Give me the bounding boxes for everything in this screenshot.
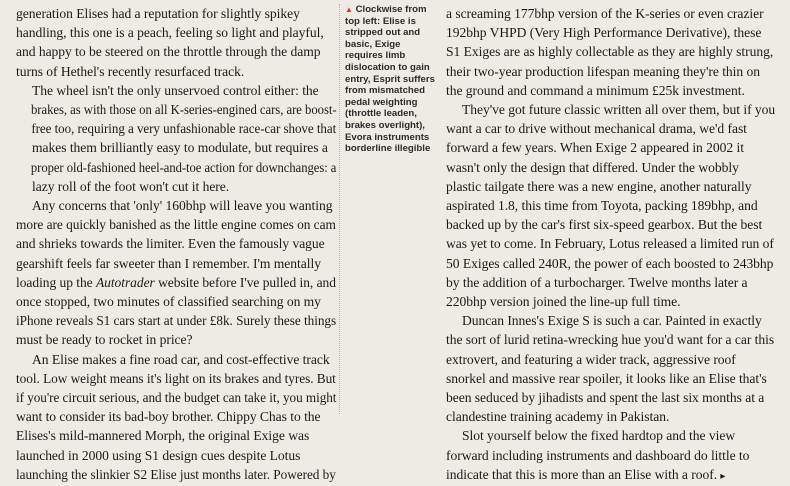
text-line: launched in 2000 using S1 design cues despite Lotus bbox=[16, 447, 301, 463]
paragraph bbox=[446, 426, 778, 486]
text-run: website before I've pulled in, and bbox=[154, 274, 336, 290]
text-line: Any concerns that 'only' 160bhp will leave you wanting bbox=[32, 198, 333, 214]
text-line: tool. Low weight means it's light on its brakes and tyres. But bbox=[16, 370, 336, 386]
text-run: loading up the bbox=[16, 274, 96, 290]
text-line: An Elise makes a fine road car, and cost-effective track bbox=[32, 351, 330, 367]
text-line: 50 Exiges called 240R, the power of each boosted to 243bhp bbox=[446, 255, 774, 271]
caption-line: Evora instruments bbox=[345, 131, 430, 143]
caption-line: dislocation to gain bbox=[345, 61, 430, 73]
text-line bbox=[16, 273, 334, 292]
text-line: and happy to be steered on the throttle through the damp bbox=[16, 44, 321, 60]
text-line: their two-year production lifespan meaning they're thin on bbox=[446, 63, 760, 79]
text-line: and shrieks towards the limiter. Even the famously vague bbox=[16, 236, 325, 252]
text-line: They've got future classic written all over them, but if you bbox=[462, 102, 776, 118]
text-line bbox=[446, 465, 778, 486]
text-line: must be ready to rocket in price? bbox=[16, 332, 193, 348]
text-line: aspirated 1.8, this time from Toyota, packing 189bhp, and bbox=[446, 198, 758, 214]
text-line: was yet to come. In February, Lotus released a limited run of bbox=[446, 236, 774, 252]
paragraph bbox=[16, 4, 336, 81]
right-text-column bbox=[446, 4, 778, 486]
text-line: more are quickly banished as the little engine comes on cam bbox=[16, 217, 336, 233]
text-line: want a car to drive without mechanical drama, we'd fast bbox=[446, 121, 747, 137]
text-line: iPhone reveals S1 cars start at under £8k. Surely these things bbox=[16, 313, 337, 329]
text-line: the sort of lurid retina-wrecking hue you'd want for a car this bbox=[446, 332, 775, 348]
text-line: generation Elises had a reputation for slightly spikey bbox=[16, 6, 300, 21]
text-line: proper old-fashioned heel-and-toe action for downchanges: a bbox=[30, 159, 337, 175]
caption-line: requires limb bbox=[345, 50, 406, 62]
paragraph bbox=[16, 81, 336, 196]
text-line: want to consider its bad-boy brother. Chippy Chas to the bbox=[16, 409, 321, 425]
paragraph bbox=[16, 196, 336, 350]
text-line: The wheel isn't the only unservoed control either: the bbox=[32, 82, 319, 98]
text-line: been seduced by jihadists and spent the last six months at a bbox=[446, 390, 765, 406]
text-line: backed up by the car's first six-speed gearbox. But the best bbox=[446, 217, 763, 233]
text-line: Duncan Innes's Exige S is such a car. Painted in exactly bbox=[462, 313, 762, 329]
caption-line: pedal weighting bbox=[345, 96, 418, 108]
column-divider bbox=[339, 4, 340, 414]
text-line: 220bhp version joined the line-up full time. bbox=[446, 294, 681, 310]
caption-line: top left: Elise is bbox=[345, 15, 416, 27]
text-line: Elises's mild-mannered Morph, the original Exige was bbox=[16, 428, 310, 444]
caption-triangle-icon: ▲ bbox=[345, 5, 353, 14]
text-line: gearshift feels far sweeter than I remember. I'm mentally bbox=[16, 255, 321, 271]
caption-line: entry, Esprit suffers bbox=[345, 73, 435, 85]
text-line: S1 Exiges are as highly collectable as they are highly strung, bbox=[446, 44, 774, 60]
paragraph bbox=[446, 4, 778, 100]
text-line: turns of Hethel's recently resurfaced track. bbox=[16, 63, 245, 79]
italic-title: Autotrader bbox=[95, 274, 155, 290]
text-line: forward including instruments and dashboard do little to bbox=[446, 447, 750, 463]
paragraph bbox=[446, 311, 778, 426]
caption-line: from mismatched bbox=[345, 85, 425, 97]
end-of-article-icon: ▸ bbox=[720, 470, 726, 482]
text-run: indicate that this is more than an Elise with a roof. bbox=[446, 466, 718, 482]
left-text-column bbox=[16, 4, 336, 484]
text-line: if you're circuit serious, and the budget can take it, you might bbox=[16, 390, 337, 406]
caption-line: brakes overlight), bbox=[345, 119, 425, 131]
caption-line: stripped out and bbox=[345, 27, 421, 39]
caption-line: (throttle leaden, bbox=[345, 108, 417, 120]
text-line: Slot yourself below the fixed hardtop and the view bbox=[462, 428, 736, 444]
text-line: launching the slinkier S2 Elise just months later. Powered by bbox=[16, 466, 336, 482]
paragraph bbox=[446, 100, 778, 311]
text-line: brakes, as with those on all K-series-engined cars, are boost- bbox=[30, 102, 337, 118]
text-line: snorkel and massive rear spoiler, it looks like an Elise that's bbox=[446, 370, 767, 386]
caption-line: Clockwise from bbox=[355, 4, 427, 15]
text-line: the ground and command a minimum £25k investment. bbox=[446, 82, 745, 98]
text-line: once stopped, two minutes of classified searching on my bbox=[16, 294, 321, 310]
text-line: a screaming 177bhp version of the K-series or even crazier bbox=[446, 6, 764, 21]
text-line: makes them brilliantly easy to modulate, but requires a bbox=[32, 140, 328, 156]
caption-line: basic, Exige bbox=[345, 38, 401, 50]
text-line: lazy roll of the foot won't cut it here. bbox=[32, 178, 230, 194]
photo-caption bbox=[345, 4, 437, 155]
text-line: extrovert, and featuring a wider track, aggressive roof bbox=[446, 351, 736, 367]
text-line: by the addition of a turbocharger. Twelve months later a bbox=[446, 274, 748, 290]
text-line: wasn't only the design that differed. Under the wobbly bbox=[446, 159, 739, 175]
caption-line: borderline illegible bbox=[345, 143, 431, 155]
text-line: forward a few years. When Exige 2 appeared in 2002 it bbox=[446, 140, 744, 156]
text-line: plastic tailgate there was a new engine, another naturally bbox=[446, 178, 752, 194]
text-line: clandestine training academy in Pakistan. bbox=[446, 409, 670, 425]
text-line: free too, requiring a very unfashionable race-car shove that bbox=[31, 121, 337, 137]
text-line: handling, this one is a peach, feeling so light and playful, bbox=[16, 25, 324, 41]
paragraph bbox=[16, 350, 336, 484]
text-line: 192bhp VHPD (Very High Performance Derivative), these bbox=[446, 25, 762, 41]
